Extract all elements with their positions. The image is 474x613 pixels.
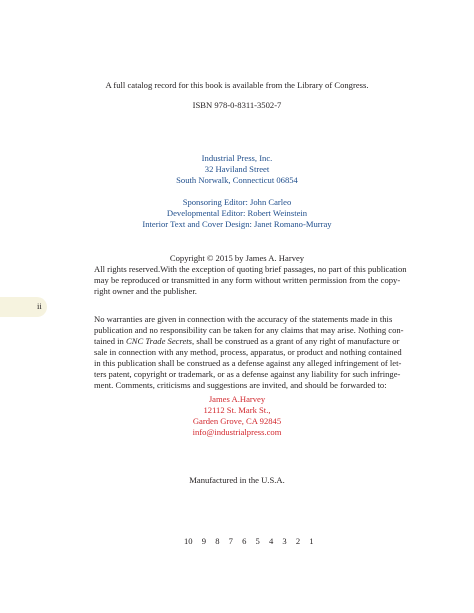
warranty-prefix: tained in [94,336,126,346]
publisher-street: 32 Haviland Street [204,164,270,174]
rights-line: All rights reserved.With the exception of quoting brief passages, no part of this publication [94,264,407,274]
warranty-line: ters patent, copyright or trademark, or as a defense against any liability for such infringe- [94,369,401,379]
contact-city: Garden Grove, CA 92845 [192,416,282,426]
developmental-editor: Developmental Editor: Robert Weinstein [166,208,308,218]
publisher-name: Industrial Press, Inc. [201,153,273,163]
copyright-line: Copyright © 2015 by James A. Harvey [169,253,305,263]
contact-name: James A.Harvey [208,394,266,404]
isbn-text: ISBN 978-0-8311-3502-7 [192,100,282,110]
warranty-line: sale in connection with any method, process, apparatus, or product and nothing contained [94,347,402,357]
warranty-line [94,336,400,347]
warranty-line: in this publication shall be construed as a defense against any alleged infringement of let- [94,358,402,368]
warranty-line: publication and no responsibility can be taken for any claims that may arise. Nothing con- [94,325,404,335]
warranty-paragraph [94,314,404,391]
manufactured-text: Manufactured in the U.S.A. [189,475,285,485]
warranty-line: No warranties are given in connection with the accuracy of the statements made in this [94,314,393,324]
page-number: ii [37,301,42,311]
warranty-suffix: , shall be construed as a grant of any right of manufacture or [192,336,400,346]
rights-paragraph [94,264,407,297]
sponsoring-editor: Sponsoring Editor: John Carleo [182,197,292,207]
publisher-city: South Norwalk, Connecticut 06854 [176,175,298,185]
rights-line: may be reproduced or transmitted in any form without written permission from the copy- [94,275,401,285]
design-credit: Interior Text and Cover Design: Janet Romano-Murray [142,219,332,229]
warranty-line: ment. Comments, criticisms and suggestions are invited, and should be forwarded to: [94,380,387,390]
catalog-record-text: A full catalog record for this book is available from the Library of Congress. [105,80,369,90]
contact-street: 12112 St. Mark St., [203,405,271,415]
book-title: CNC Trade Secrets [125,336,193,346]
rights-line: right owner and the publisher. [94,286,197,296]
contact-email: info@industrialpress.com [192,427,282,437]
printing-line: 10 9 8 7 6 5 4 3 2 1 [184,536,314,546]
